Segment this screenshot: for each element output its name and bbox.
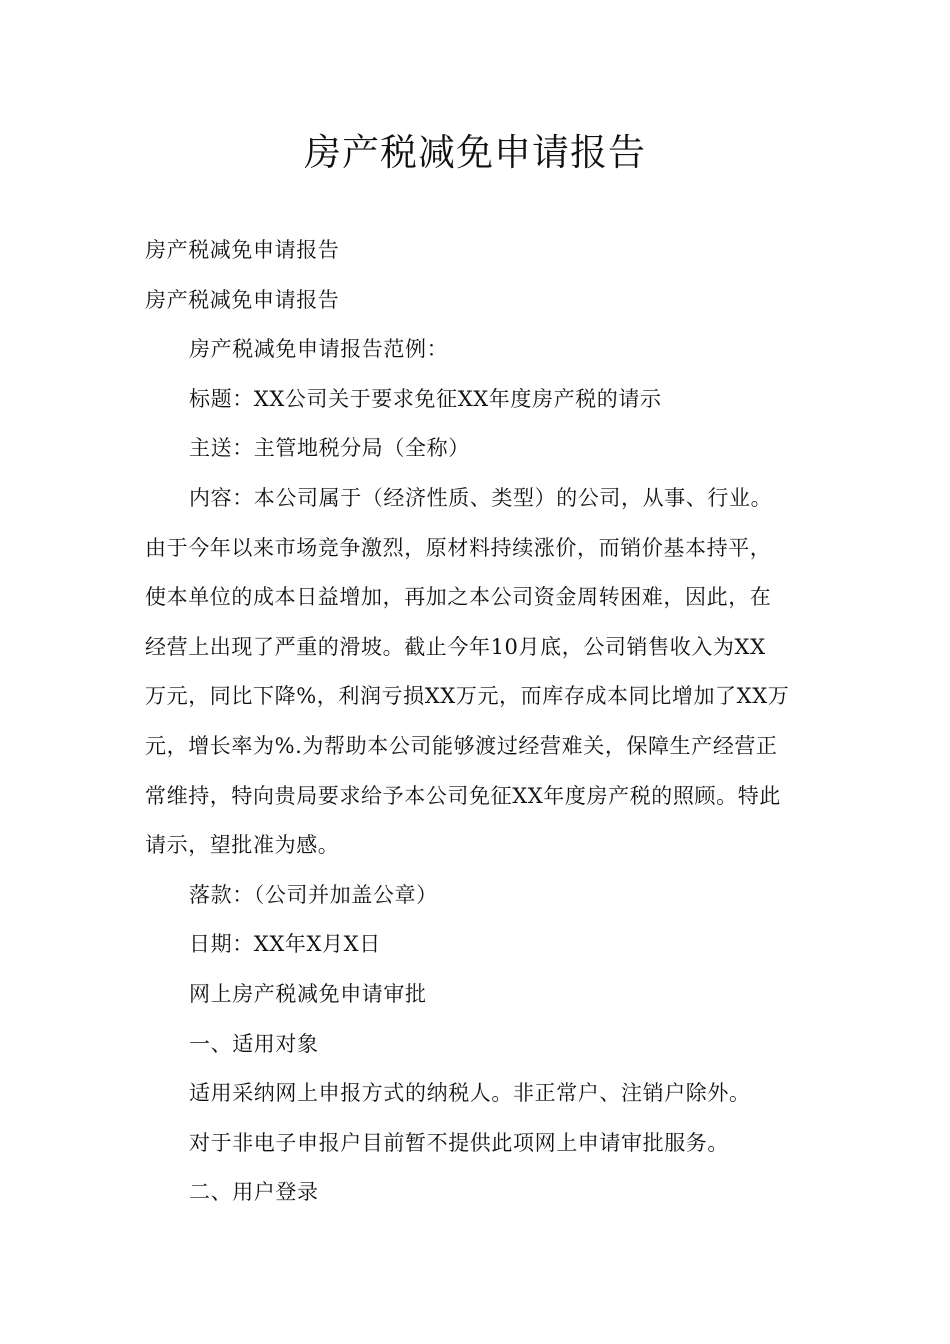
content-line: 常维持，特向贵局要求给予本公司免征XX年度房产税的照顾。特此 bbox=[145, 783, 781, 808]
paragraph-date: 日期：XX年X月X日 bbox=[189, 932, 381, 957]
paragraph-signature: 落款：（公司并加盖公章） bbox=[189, 882, 438, 907]
content-line: 内容：本公司属于（经济性质、类型）的公司，从事、行业。 bbox=[189, 485, 773, 510]
document-body bbox=[145, 226, 807, 1218]
paragraph-heading-2: 房产税减免申请报告 bbox=[145, 287, 340, 312]
section-heading-login: 二、用户登录 bbox=[189, 1180, 319, 1205]
content-line: 使本单位的成本日益增加，再加之本公司资金周转困难，因此，在 bbox=[145, 585, 772, 610]
paragraph-non-electronic: 对于非电子申报户目前暂不提供此项网上申请审批服务。 bbox=[189, 1130, 729, 1155]
document-title: 房产税减免申请报告 bbox=[304, 131, 646, 174]
content-line: 元，增长率为%.为帮助本公司能够渡过经营难关，保障生产经营正 bbox=[145, 733, 778, 758]
content-line: 由于今年以来市场竞争激烈，原材料持续涨价，而销价基本持平， bbox=[145, 535, 772, 560]
paragraph-heading-1: 房产税减免申请报告 bbox=[145, 238, 340, 262]
paragraph-example-intro: 房产税减免申请报告范例： bbox=[189, 337, 449, 362]
section-heading-applicable: 一、适用对象 bbox=[189, 1031, 319, 1056]
paragraph-online-approval: 网上房产税减免申请审批 bbox=[189, 981, 427, 1006]
paragraph-content bbox=[145, 474, 807, 871]
paragraph-applicable-taxpayers: 适用采纳网上申报方式的纳税人。非正常户、注销户除外。 bbox=[189, 1081, 751, 1106]
content-line: 万元，同比下降%，利润亏损XX万元，而库存成本同比增加了XX万 bbox=[145, 684, 790, 709]
paragraph-recipient: 主送：主管地税分局（全称） bbox=[189, 436, 470, 461]
paragraph-subject: 标题：XX公司关于要求免征XX年度房产税的请示 bbox=[189, 386, 662, 411]
content-line: 请示，望批准为感。 bbox=[145, 833, 340, 858]
content-line: 经营上出现了严重的滑坡。截止今年10月底，公司销售收入为XX bbox=[145, 634, 766, 659]
